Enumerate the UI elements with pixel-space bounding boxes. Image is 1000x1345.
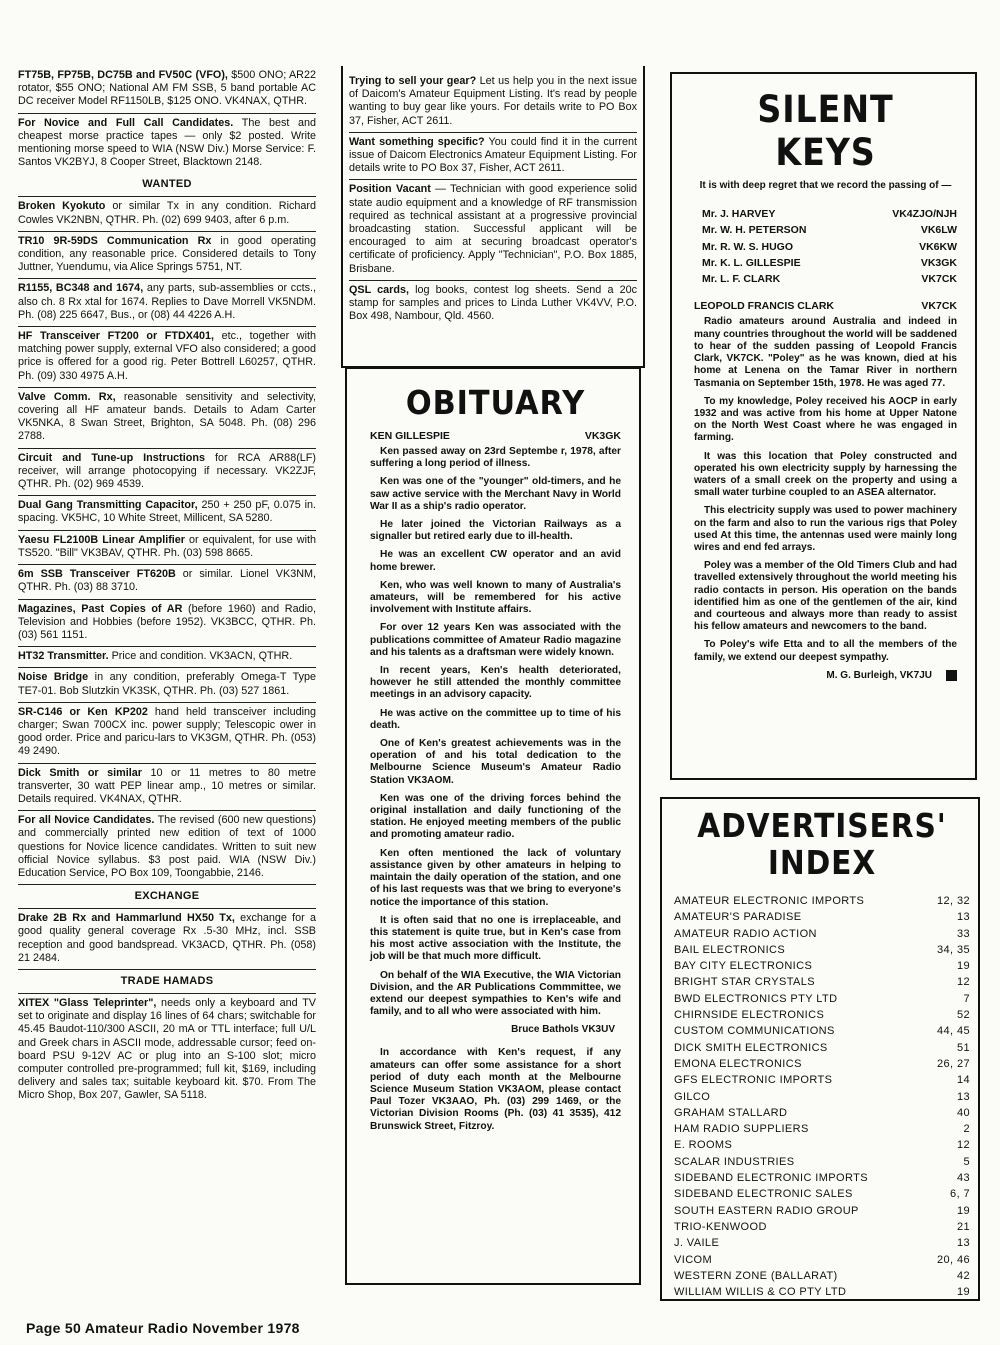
paragraph: To my knowledge, Poley received his AOCP in early 1932 and was active from his home at Upper Natone on the North West Coast where he was engaged in farming. — [694, 395, 957, 444]
classified-ad — [18, 279, 316, 327]
advertiser-name: CHIRNSIDE ELECTRONICS — [674, 1009, 825, 1022]
silent-key-name: Mr. J. HARVEY — [702, 208, 776, 220]
paragraph: Ken often mentioned the lack of voluntary assistance given by other amateurs in helping to maintain the daily operation of the station, and one of his last requests was that we bring to everyone's notice the importance of this station. — [370, 847, 621, 908]
advertiser-name: GFS ELECTRONIC IMPORTS — [674, 1074, 833, 1087]
ad-text: reasonable sensitivity and selectivity, covering all HF amateur bands. Details to Adam Carter VK5NKA, 8 Swan Street, Brighton, SA 5048. Ph. (08) 296 2788. — [18, 390, 316, 443]
classified-ad — [349, 180, 637, 280]
classified-ad — [18, 496, 316, 530]
classified-ad — [18, 668, 316, 702]
advertiser-row — [674, 1268, 970, 1284]
paragraph: This electricity supply was used to power machinery on the farm and also to run the various rigs that Poley used At this time, the antennas used were mainly long wires and end fed arrays. — [694, 505, 957, 553]
advertiser-row — [674, 893, 970, 909]
advertiser-row — [674, 1056, 970, 1072]
paragraph: It is often said that no one is irreplaceable, and this statement is quite true, but in Ken's case from his most active association with the Institute, the job will be that much more difficult. — [370, 914, 621, 963]
classified-ad — [18, 388, 316, 449]
advertiser-pages: 6, 7 — [950, 1188, 970, 1201]
advertiser-pages: 12, 32 — [937, 895, 970, 907]
advertiser-name: HAM RADIO SUPPLIERS — [674, 1123, 809, 1136]
advertiser-name: AMATEUR ELECTRONIC IMPORTS — [674, 895, 865, 907]
advertiser-row — [674, 974, 970, 990]
paragraph: Ken, who was well known to many of Australia's amateurs, will be remembered for his active involvement with Institute affairs. — [370, 579, 621, 616]
silent-key-name: Mr. R. W. S. HUGO — [702, 240, 794, 253]
advertiser-pages: 43 — [956, 1172, 970, 1185]
ad-text: in any condition, preferably Omega-T Type TE7-01. Bob Slutzkin VK3SK, QTHR. Ph. (03) 527 1861. — [18, 671, 316, 697]
classified-ad — [349, 72, 637, 133]
advertiser-name: SIDEBAND ELECTRONIC SALES — [674, 1188, 853, 1201]
ad-lead: Trying to sell your gear? — [349, 75, 477, 87]
ad-lead: Valve Comm. Rx, — [18, 390, 116, 403]
advertiser-name: WESTERN ZONE (BALLARAT) — [674, 1269, 838, 1282]
advertisers-index-title — [689, 807, 955, 881]
classified-ad — [18, 909, 316, 969]
classified-ad — [18, 600, 316, 648]
silent-key-call: VK7CK — [921, 273, 957, 286]
paragraph: Ken was one of the "younger" old-timers, and he saw active service with the Merchant Navy in World War II as a ship's radio operator. — [370, 476, 621, 512]
advertiser-pages: 14 — [956, 1074, 970, 1087]
ad-text: — Technician with good experience solid state audio equipment and a knowledge of RF transmission required as technical assistant at a progressive provincial broadcasting station. Successful applicant will be encouraged to aim at securing broadcast operator's certificate of proficiency. Apply "Technician", P.O. Box 1885, Brisbane. — [349, 183, 637, 275]
ad-text: for RCA AR88(LF) receiver, will arrange photocopying if necessary. VK2ZJF, QTHR. Ph. (02) 969 4539. — [18, 451, 316, 491]
advertiser-row — [674, 909, 970, 925]
silent-keys-body — [694, 316, 957, 663]
advertiser-name: EMONA ELECTRONICS — [674, 1057, 802, 1070]
advertisers-index-box — [660, 797, 980, 1301]
classified-ad — [18, 197, 316, 231]
advertiser-row — [674, 1154, 970, 1170]
paragraph: Ken was one of the driving forces behind the original installation and daily functioning of the station. He enjoyed meeting members of the public and promoting amateur radio. — [370, 792, 621, 841]
advertiser-pages: 21 — [956, 1220, 970, 1233]
advertiser-row — [674, 1252, 970, 1268]
advertiser-row — [674, 1186, 970, 1202]
advertiser-pages: 12 — [956, 976, 970, 989]
advertiser-pages: 42 — [956, 1269, 970, 1282]
silent-keys-list — [694, 206, 957, 287]
ad-lead: For Novice and Full Call Candidates. — [18, 116, 234, 129]
advertiser-name: CUSTOM COMMUNICATIONS — [674, 1025, 835, 1038]
advertiser-name: BWD ELECTRONICS PTY LTD — [674, 992, 838, 1005]
silent-key-call: VK4ZJO/NJH — [892, 208, 957, 220]
ad-text: or equivalent, for use with TS520. "Bill" VK3BAV, QTHR. Ph. (03) 598 8665. — [18, 533, 317, 559]
advertiser-name: GRAHAM STALLARD — [674, 1106, 788, 1119]
ad-lead: 6m SSB Transceiver FT620B — [18, 568, 176, 581]
obituary-callsign: VK3GK — [584, 430, 621, 442]
paragraph: It was this location that Poley constructed and operated his own electricity supply by harnessing the waters of a small creek on the property and using a small water turbine coupled to an ASEA alternator. — [694, 450, 957, 499]
advertiser-row — [674, 1089, 970, 1105]
silent-key-row — [694, 206, 957, 222]
advertiser-row — [674, 1040, 970, 1056]
ad-lead: QSL cards, — [349, 283, 409, 296]
classified-ad — [18, 994, 316, 1107]
advertiser-pages: 12 — [956, 1139, 970, 1152]
advertiser-row — [674, 1219, 970, 1235]
advertiser-pages: 13 — [956, 1237, 970, 1250]
ad-lead: Position Vacant — [349, 183, 431, 196]
advertiser-name: AMATEUR RADIO ACTION — [674, 927, 817, 940]
ad-text: any parts, sub-assemblies or ccts., also ch. 8 Rx xtal for 1674. Replies to Dave Morrell VK5NDM. Ph. (08) 225 6647, Bus., or (08) 44 4226 A.H. — [18, 282, 316, 321]
ad-text: (before 1960) and Radio, Television and Hobbies (before 1952). VK3BCC, QTHR. Ph. (03) 561 1151. — [18, 602, 316, 641]
ad-text: Let us help you in the next issue of Daicom's Amateur Equipment Listing. It's read by people wanting to buy gear like yours. For details write to PO Box 37, Fisher, ACT 2611. — [349, 75, 637, 127]
ad-text: $500 ONO; AR22 rotator, $55 ONO; National AM FM SSB, 5 band portable AC DC receiver Model RF1150LB, $125 ONO. VK4NAX, QTHR. — [18, 69, 316, 108]
ad-text: in good operating condition, any reasonable price. Considered details to Tony Juttner, Yuendumu, via Alice Springs 5751, NT. — [18, 234, 316, 274]
silent-key-row — [694, 271, 957, 287]
advertiser-row — [674, 1284, 970, 1300]
ad-lead: Dual Gang Transmitting Capacitor, — [18, 499, 198, 512]
paragraph: He later joined the Victorian Railways as a signaller but retired early due to ill-health. — [370, 519, 621, 543]
exchange-list — [18, 909, 316, 969]
classified-ad — [349, 281, 637, 328]
ad-lead: Dick Smith or similar — [18, 766, 142, 779]
advertiser-name: SIDEBAND ELECTRONIC IMPORTS — [674, 1172, 868, 1185]
advertiser-pages: 13 — [956, 911, 970, 924]
advertiser-name: WILLIAM WILLIS & CO PTY LTD — [674, 1286, 847, 1299]
advertiser-row — [674, 1007, 970, 1023]
silent-key-call: VK6LW — [920, 224, 957, 237]
paragraph: Poley was a member of the Old Timers Club and had travelled extensively throughout the world meeting his radio contacts in person. His operation on the bands identified him as one of the gentlemen of the air, kind and courteous and always more than ready to assist his fellow amateurs and newcomers to the band. — [694, 560, 957, 633]
silent-keys-sub-name: LEOPOLD FRANCIS CLARK — [694, 300, 834, 313]
advertiser-pages: 20, 46 — [937, 1253, 970, 1266]
classified-ad — [18, 531, 316, 565]
advertiser-pages: 26, 27 — [937, 1057, 970, 1070]
ad-text: exchange for a good quality general coverage Rx .5-30 MHz, incl. SSB reception and good bandspread. VK3ACD, QTHR. Ph. (058) 21 2484. — [18, 912, 316, 964]
col2-ads-box — [341, 66, 645, 368]
advertiser-pages: 2 — [963, 1123, 970, 1136]
obituary-name: KEN GILLESPIE — [370, 430, 450, 442]
advertisers-index-list — [674, 893, 970, 1300]
advertiser-row — [674, 926, 970, 942]
advertiser-pages: 19 — [956, 1204, 970, 1217]
advertiser-name: TRIO-KENWOOD — [674, 1220, 767, 1233]
ad-lead: R1155, BC348 and 1674, — [18, 282, 144, 295]
wanted-heading: WANTED — [18, 173, 316, 197]
silent-key-call: VK6KW — [919, 240, 957, 253]
advertiser-name: GILCO — [674, 1090, 711, 1103]
obituary-title: OBITUARY — [405, 383, 586, 422]
advertiser-pages: 40 — [956, 1106, 970, 1119]
ad-lead: Want something specific? — [349, 135, 485, 148]
silent-key-row — [694, 222, 957, 238]
ad-text: The best and cheapest morse practice tapes — only $2 posted. Write mentioning morse speed to WIA (NSW Div.) Morse Service: F. Santos VK2BYJ, 8 Cooper Street, Blacktown 2148. — [18, 116, 316, 169]
classified-ad — [18, 703, 316, 764]
silent-key-call: VK3GK — [920, 256, 957, 269]
advertiser-row — [674, 1235, 970, 1251]
advertiser-row — [674, 942, 970, 958]
ad-lead: XITEX "Glass Teleprinter", — [18, 996, 157, 1009]
advertisers-index-title-line2: INDEX — [767, 843, 877, 882]
classifieds-column — [18, 66, 316, 1107]
paragraph: He was active on the committee up to time of his death. — [370, 707, 621, 731]
classified-ad — [18, 764, 316, 812]
paragraph: For over 12 years Ken was associated with the publications committee of Amateur Radio magazine and his talents as a draftsman were widely known. — [370, 622, 621, 658]
advertiser-pages: 19 — [956, 1286, 970, 1299]
classified-ad — [18, 449, 316, 497]
ad-text: You could find it in the current issue of Daicom Electronics Amateur Equipment Listing. For details write to PO Box 37, Fisher, ACT 2611. — [349, 135, 638, 175]
wanted-list — [18, 197, 316, 884]
obituary-signature: Bruce Bathols VK3UV — [511, 1024, 615, 1036]
advertiser-name: SOUTH EASTERN RADIO GROUP — [674, 1204, 859, 1217]
advertiser-pages: 52 — [956, 1009, 970, 1022]
advertiser-name: SCALAR INDUSTRIES — [674, 1155, 795, 1168]
silent-key-row — [694, 255, 957, 271]
ad-lead: TR10 9R-59DS Communication Rx — [18, 234, 212, 247]
advertiser-pages: 5 — [963, 1155, 970, 1168]
ad-lead: FT75B, FP75B, DC75B and FV50C (VFO), — [18, 69, 228, 81]
advertiser-pages: 33 — [956, 927, 970, 940]
ad-lead: For all Novice Candidates. — [18, 814, 155, 827]
col2-ads-list — [343, 66, 643, 327]
classified-ad — [18, 327, 316, 388]
silent-keys-signature-row — [694, 670, 957, 681]
classified-ad — [18, 647, 316, 668]
advertiser-name: BRIGHT STAR CRYSTALS — [674, 976, 816, 989]
advertiser-name: DICK SMITH ELECTRONICS — [674, 1041, 828, 1054]
silent-key-name: Mr. L. F. CLARK — [702, 273, 781, 286]
exchange-heading: EXCHANGE — [18, 884, 316, 909]
ad-lead: Magazines, Past Copies of AR — [18, 602, 183, 615]
trade-heading: TRADE HAMADS — [18, 969, 316, 994]
ad-text: 250 + 250 pF, 0.075 in. spacing. VK5HC, 10 White Street, Millicent, SA 5280. — [18, 499, 317, 525]
advertiser-row — [674, 1170, 970, 1186]
advertiser-pages: 7 — [963, 992, 970, 1005]
end-mark-icon — [946, 670, 957, 681]
ad-lead: SR-C146 or Ken KP202 — [18, 705, 148, 718]
silent-keys-sub-call: VK7CK — [921, 300, 957, 313]
advertiser-row — [674, 1203, 970, 1219]
obituary-box — [345, 367, 641, 1285]
advertiser-pages: 44, 45 — [937, 1025, 970, 1038]
paragraph: In recent years, Ken's health deteriorated, however he still attended the monthly committee meetings in an advisory capacity. — [370, 665, 621, 701]
ad-text: 10 or 11 metres to 80 metre transverter, 30 watt PEP linear amp., 10 metres or similar. Details required. VK4NAX, QTHR. — [18, 766, 316, 805]
advertiser-row — [674, 991, 970, 1007]
advertiser-name: AMATEUR'S PARADISE — [674, 911, 802, 924]
advertiser-name: BAIL ELECTRONICS — [674, 943, 786, 956]
advertiser-row — [674, 958, 970, 974]
advertiser-row — [674, 1137, 970, 1153]
obituary-closing: In accordance with Ken's request, if any amateurs can offer some assistance for a short period of duty each month at the Melbourne Science Museum Station VK3AOM, please contact Paul Tozer VK3AAO, Ph. (03) 299 1469, or the Victorian Division Rooms (Ph. (03) 41 3535), 412 Brunswick Street, Fitzroy. — [370, 1047, 621, 1132]
ad-lead: HF Transceiver FT200 or FTDX401, — [18, 330, 214, 343]
ad-text: log books, contest log sheets. Send a 20c stamp for samples and prices to Linda Luther VK4VV, P.O. Box 498, Nambour, Qld. 4560. — [349, 283, 638, 323]
paragraph: On behalf of the WIA Executive, the WIA Victorian Division, and the AR Publications Commmittee, we extend our deepest sympathies to Ken's wife and family, and to all who were associated with him. — [370, 969, 621, 1018]
classified-ad — [18, 114, 316, 174]
advertiser-name: BAY CITY ELECTRONICS — [674, 960, 813, 973]
classified-ad — [349, 133, 637, 181]
trade-list — [18, 994, 316, 1107]
ad-text: or similar Tx in any condition. Richard Cowles VK2NBN, QTHR. Ph. (02) 699 9403, after 6 p.m. — [18, 200, 316, 226]
advertiser-name: VICOM — [674, 1253, 713, 1266]
silent-keys-title: SILENT KEYS — [757, 88, 894, 174]
ad-lead: Broken Kyokuto — [18, 200, 106, 213]
advertiser-pages: 19 — [956, 960, 970, 973]
ad-text: Price and condition. VK3ACN, QTHR. — [108, 650, 293, 663]
paragraph: He was an excellent CW operator and an avid home brewer. — [370, 549, 621, 573]
paragraph: Radio amateurs around Australia and indeed in many countries throughout the world will be saddened to hear of the sudden passing of Leopold Francis Clark, VK7CK. "Poley" as he was known, died at his home at Lenena on the Tamar River in northern Tasmania on September 15th, 1978. He was aged 77. — [694, 316, 957, 389]
page-footer: Page 50 Amateur Radio November 1978 — [26, 1320, 300, 1336]
ad-lead: Drake 2B Rx and Hammarlund HX50 Tx, — [18, 912, 235, 925]
obituary-body — [370, 446, 621, 1018]
advertiser-pages: 34, 35 — [937, 943, 970, 956]
advertiser-row — [674, 1105, 970, 1121]
silent-key-name: Mr. K. L. GILLESPIE — [702, 256, 801, 269]
ad-text: The revised (600 new questions) and commercially printed new edition of text of 1000 questions for Novice licence candidates. Written to suit new official Novice syllabus. $3 post paid. WIA (NSW Div.) Education Service, PO Box 109, Toongabbie, 2146. — [18, 814, 316, 879]
silent-keys-subhead — [694, 300, 957, 312]
ad-text: etc., together with matching power supply, external VFO also considered; a good price is offered for a good rig. Peter Bottrell L60257, QTHR. Ph. (09) 330 4975 A.H. — [18, 330, 316, 382]
classified-ad — [18, 811, 316, 884]
silent-key-name: Mr. W. H. PETERSON — [702, 224, 807, 237]
ad-lead: Noise Bridge — [18, 671, 89, 684]
ad-text: hand held transceiver including charger; Swan 700CX inc. power supply; Telescopic ower in good order. Price and paricu-lars to VK3GM, QTHR. Ph. (053) 49 2490. — [18, 705, 316, 758]
classified-ad — [18, 232, 316, 280]
advertiser-row — [674, 1072, 970, 1088]
classified-ad — [18, 66, 316, 114]
obituary-header — [370, 430, 621, 442]
ad-lead: HT32 Transmitter. — [18, 650, 109, 663]
silent-keys-box — [670, 72, 977, 780]
advertiser-name: E. ROOMS — [674, 1139, 733, 1152]
advertiser-row — [674, 1023, 970, 1039]
classified-ad — [18, 565, 316, 599]
advertiser-row — [674, 1121, 970, 1137]
ad-lead: Yaesu FL2100B Linear Amplifier — [18, 533, 185, 546]
paragraph: To Poley's wife Etta and to all the members of the family, we extend our deepest sympathy. — [694, 639, 957, 663]
paragraph: Ken passed away on 23rd Septembe r, 1978, after suffering a long period of illness. — [370, 446, 621, 470]
silent-key-row — [694, 239, 957, 255]
ad-text: needs only a keyboard and TV set to originate and display 16 lines of 64 chars; switchable for 45.45 Baudot-110/300 ASCII, 20 mA or TTL interface; full U/L and Greek chars in ASCII mode, addressable cursor; feed on-board PSU 9-12V AC or plug into an S-100 slot; micro computer controlled pre-programmed; full kit, $169, including delivery and sales tax; suitable keyboard kit. $70. From The Micro Shop, Box 207, Gawler, SA 5118. — [18, 996, 316, 1102]
advertisers-index-title-line1: ADVERTISERS' — [697, 806, 947, 845]
advertiser-pages: 13 — [956, 1090, 970, 1103]
silent-keys-signature: M. G. Burleigh, VK7JU — [826, 669, 932, 681]
silent-keys-intro: It is with deep regret that we record the passing of — — [699, 180, 952, 191]
advertiser-name: J. VAILE — [674, 1237, 720, 1250]
ad-text: or similar. Lionel VK3NM, QTHR. Ph. (03) 88 3710. — [18, 568, 316, 594]
ad-lead: Circuit and Tune-up Instructions — [18, 451, 205, 464]
paragraph: One of Ken's greatest achievements was in the operation of and his total dedication to the Melbourne Science Museum's Amateur Radio Station VK3AOM. — [370, 738, 621, 786]
classifieds-top — [18, 66, 316, 173]
advertiser-pages: 51 — [956, 1041, 970, 1054]
